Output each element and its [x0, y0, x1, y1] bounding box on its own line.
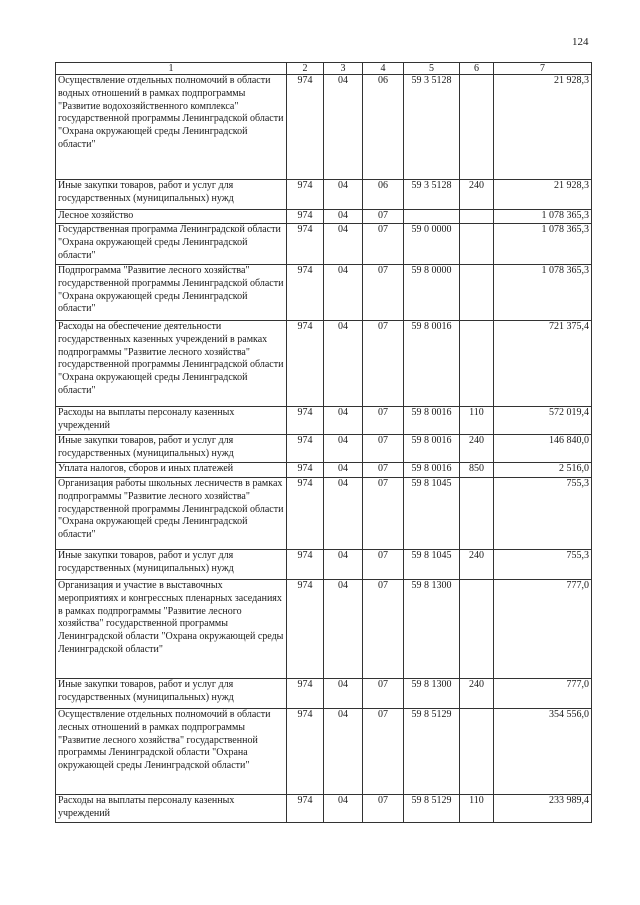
row-code-grbs: 974: [287, 180, 324, 210]
row-amount: 777,0: [494, 679, 592, 709]
row-code-target: 59 8 0016: [404, 435, 460, 463]
row-code-section: 04: [324, 478, 363, 550]
row-code-subsection: 06: [363, 180, 404, 210]
row-code-subsection: 07: [363, 210, 404, 224]
row-code-target: 59 8 0000: [404, 265, 460, 321]
row-amount: 2 516,0: [494, 463, 592, 478]
row-code-type: [460, 224, 494, 265]
row-name: Осуществление отдельных полномочий в области водных отношений в рамках подпрограммы "Развитие водохозяйственного комплекса" государственной программы Ленинградской области "Охрана окружающей среды Ленинградской области": [56, 75, 287, 180]
row-amount: 721 375,4: [494, 321, 592, 407]
column-header: 3: [324, 63, 363, 75]
row-code-section: 04: [324, 75, 363, 180]
row-name: Расходы на выплаты персоналу казенных учреждений: [56, 407, 287, 435]
table-row: [56, 580, 592, 679]
row-code-subsection: 06: [363, 75, 404, 180]
column-header: 7: [494, 63, 592, 75]
column-header: 2: [287, 63, 324, 75]
row-code-grbs: 974: [287, 709, 324, 795]
row-code-subsection: 07: [363, 550, 404, 580]
table-row: [56, 75, 592, 180]
row-code-section: 04: [324, 180, 363, 210]
row-code-type: 240: [460, 180, 494, 210]
row-code-section: 04: [324, 463, 363, 478]
row-code-type: [460, 321, 494, 407]
row-code-target: 59 8 1045: [404, 478, 460, 550]
budget-table: [55, 62, 592, 823]
row-code-subsection: 07: [363, 224, 404, 265]
row-name: Организация работы школьных лесничеств в рамках подпрограммы "Развитие лесного хозяйства" государственной программы Ленинградской области "Охрана окружающей среды Ленинградской области": [56, 478, 287, 550]
row-code-type: [460, 580, 494, 679]
row-code-section: 04: [324, 210, 363, 224]
table-row: [56, 679, 592, 709]
row-code-subsection: 07: [363, 679, 404, 709]
row-code-type: [460, 709, 494, 795]
row-name: Расходы на обеспечение деятельности государственных казенных учреждений в рамках подпрограммы "Развитие лесного хозяйства" государственной программы Ленинградской области "Охрана окружающей среды Ленинградской области": [56, 321, 287, 407]
row-code-section: 04: [324, 679, 363, 709]
row-code-grbs: 974: [287, 580, 324, 679]
row-code-target: 59 8 1300: [404, 679, 460, 709]
row-code-section: 04: [324, 407, 363, 435]
row-code-grbs: 974: [287, 224, 324, 265]
row-code-subsection: 07: [363, 709, 404, 795]
row-code-subsection: 07: [363, 463, 404, 478]
row-code-grbs: 974: [287, 435, 324, 463]
table-row: [56, 795, 592, 823]
table-row: [56, 224, 592, 265]
row-code-target: 59 8 1300: [404, 580, 460, 679]
row-code-section: 04: [324, 580, 363, 679]
table-row: [56, 709, 592, 795]
row-amount: 21 928,3: [494, 180, 592, 210]
row-name: Подпрограмма "Развитие лесного хозяйства" государственной программы Ленинградской области "Охрана окружающей среды Ленинградской области": [56, 265, 287, 321]
header-row: [56, 63, 592, 75]
table-row: [56, 265, 592, 321]
row-amount: 233 989,4: [494, 795, 592, 823]
row-amount: 572 019,4: [494, 407, 592, 435]
row-amount: 1 078 365,3: [494, 265, 592, 321]
row-code-section: 04: [324, 265, 363, 321]
table-row: [56, 321, 592, 407]
row-code-subsection: 07: [363, 580, 404, 679]
table-row: [56, 210, 592, 224]
row-code-grbs: 974: [287, 679, 324, 709]
row-code-target: 59 8 5129: [404, 709, 460, 795]
row-code-grbs: 974: [287, 795, 324, 823]
row-amount: 21 928,3: [494, 75, 592, 180]
row-amount: 777,0: [494, 580, 592, 679]
row-name: Организация и участие в выставочных мероприятиях и конгрессных пленарных заседаниях в рамках подпрограммы "Развитие лесного хозяйства" государственной программы Ленинградской области "Охрана окружающей среды Ленинградской области": [56, 580, 287, 679]
row-code-target: 59 3 5128: [404, 180, 460, 210]
row-name: Иные закупки товаров, работ и услуг для государственных (муниципальных) нужд: [56, 550, 287, 580]
row-code-grbs: 974: [287, 478, 324, 550]
table-row: [56, 550, 592, 580]
column-header: 6: [460, 63, 494, 75]
row-code-target: [404, 210, 460, 224]
row-code-target: 59 8 0016: [404, 321, 460, 407]
row-code-target: 59 3 5128: [404, 75, 460, 180]
row-code-type: 110: [460, 407, 494, 435]
row-code-type: [460, 210, 494, 224]
row-code-subsection: 07: [363, 478, 404, 550]
row-name: Лесное хозяйство: [56, 210, 287, 224]
row-code-type: [460, 265, 494, 321]
row-name: Иные закупки товаров, работ и услуг для государственных (муниципальных) нужд: [56, 180, 287, 210]
row-code-section: 04: [324, 795, 363, 823]
row-code-type: 240: [460, 550, 494, 580]
row-code-grbs: 974: [287, 550, 324, 580]
row-code-type: 240: [460, 679, 494, 709]
row-code-grbs: 974: [287, 463, 324, 478]
row-amount: 354 556,0: [494, 709, 592, 795]
column-header: 1: [56, 63, 287, 75]
table-row: [56, 478, 592, 550]
row-code-type: [460, 478, 494, 550]
row-code-section: 04: [324, 709, 363, 795]
row-code-subsection: 07: [363, 321, 404, 407]
row-name: Расходы на выплаты персоналу казенных учреждений: [56, 795, 287, 823]
table-row: [56, 407, 592, 435]
row-name: Иные закупки товаров, работ и услуг для государственных (муниципальных) нужд: [56, 435, 287, 463]
row-code-type: 850: [460, 463, 494, 478]
row-code-target: 59 8 0016: [404, 463, 460, 478]
row-code-target: 59 8 0016: [404, 407, 460, 435]
row-amount: 755,3: [494, 478, 592, 550]
row-name: Государственная программа Ленинградской области "Охрана окружающей среды Ленинградской области": [56, 224, 287, 265]
row-amount: 755,3: [494, 550, 592, 580]
row-code-subsection: 07: [363, 795, 404, 823]
row-code-grbs: 974: [287, 321, 324, 407]
row-name: Иные закупки товаров, работ и услуг для государственных (муниципальных) нужд: [56, 679, 287, 709]
row-amount: 1 078 365,3: [494, 224, 592, 265]
row-code-section: 04: [324, 435, 363, 463]
row-code-grbs: 974: [287, 75, 324, 180]
table-row: [56, 435, 592, 463]
row-code-type: 240: [460, 435, 494, 463]
row-code-type: 110: [460, 795, 494, 823]
table-row: [56, 180, 592, 210]
row-code-section: 04: [324, 321, 363, 407]
table-row: [56, 463, 592, 478]
row-code-grbs: 974: [287, 407, 324, 435]
page-number: 124: [572, 36, 589, 48]
row-code-grbs: 974: [287, 210, 324, 224]
row-name: Осуществление отдельных полномочий в области лесных отношений в рамках подпрограммы "Развитие лесного хозяйства" государственной программы Ленинградской области "Охрана окружающей среды Ленинградской области": [56, 709, 287, 795]
row-code-target: 59 0 0000: [404, 224, 460, 265]
row-code-target: 59 8 5129: [404, 795, 460, 823]
column-header: 4: [363, 63, 404, 75]
row-amount: 146 840,0: [494, 435, 592, 463]
row-code-subsection: 07: [363, 407, 404, 435]
row-code-section: 04: [324, 224, 363, 265]
row-amount: 1 078 365,3: [494, 210, 592, 224]
row-code-grbs: 974: [287, 265, 324, 321]
column-header: 5: [404, 63, 460, 75]
row-code-section: 04: [324, 550, 363, 580]
row-code-target: 59 8 1045: [404, 550, 460, 580]
row-code-type: [460, 75, 494, 180]
row-name: Уплата налогов, сборов и иных платежей: [56, 463, 287, 478]
row-code-subsection: 07: [363, 435, 404, 463]
row-code-subsection: 07: [363, 265, 404, 321]
